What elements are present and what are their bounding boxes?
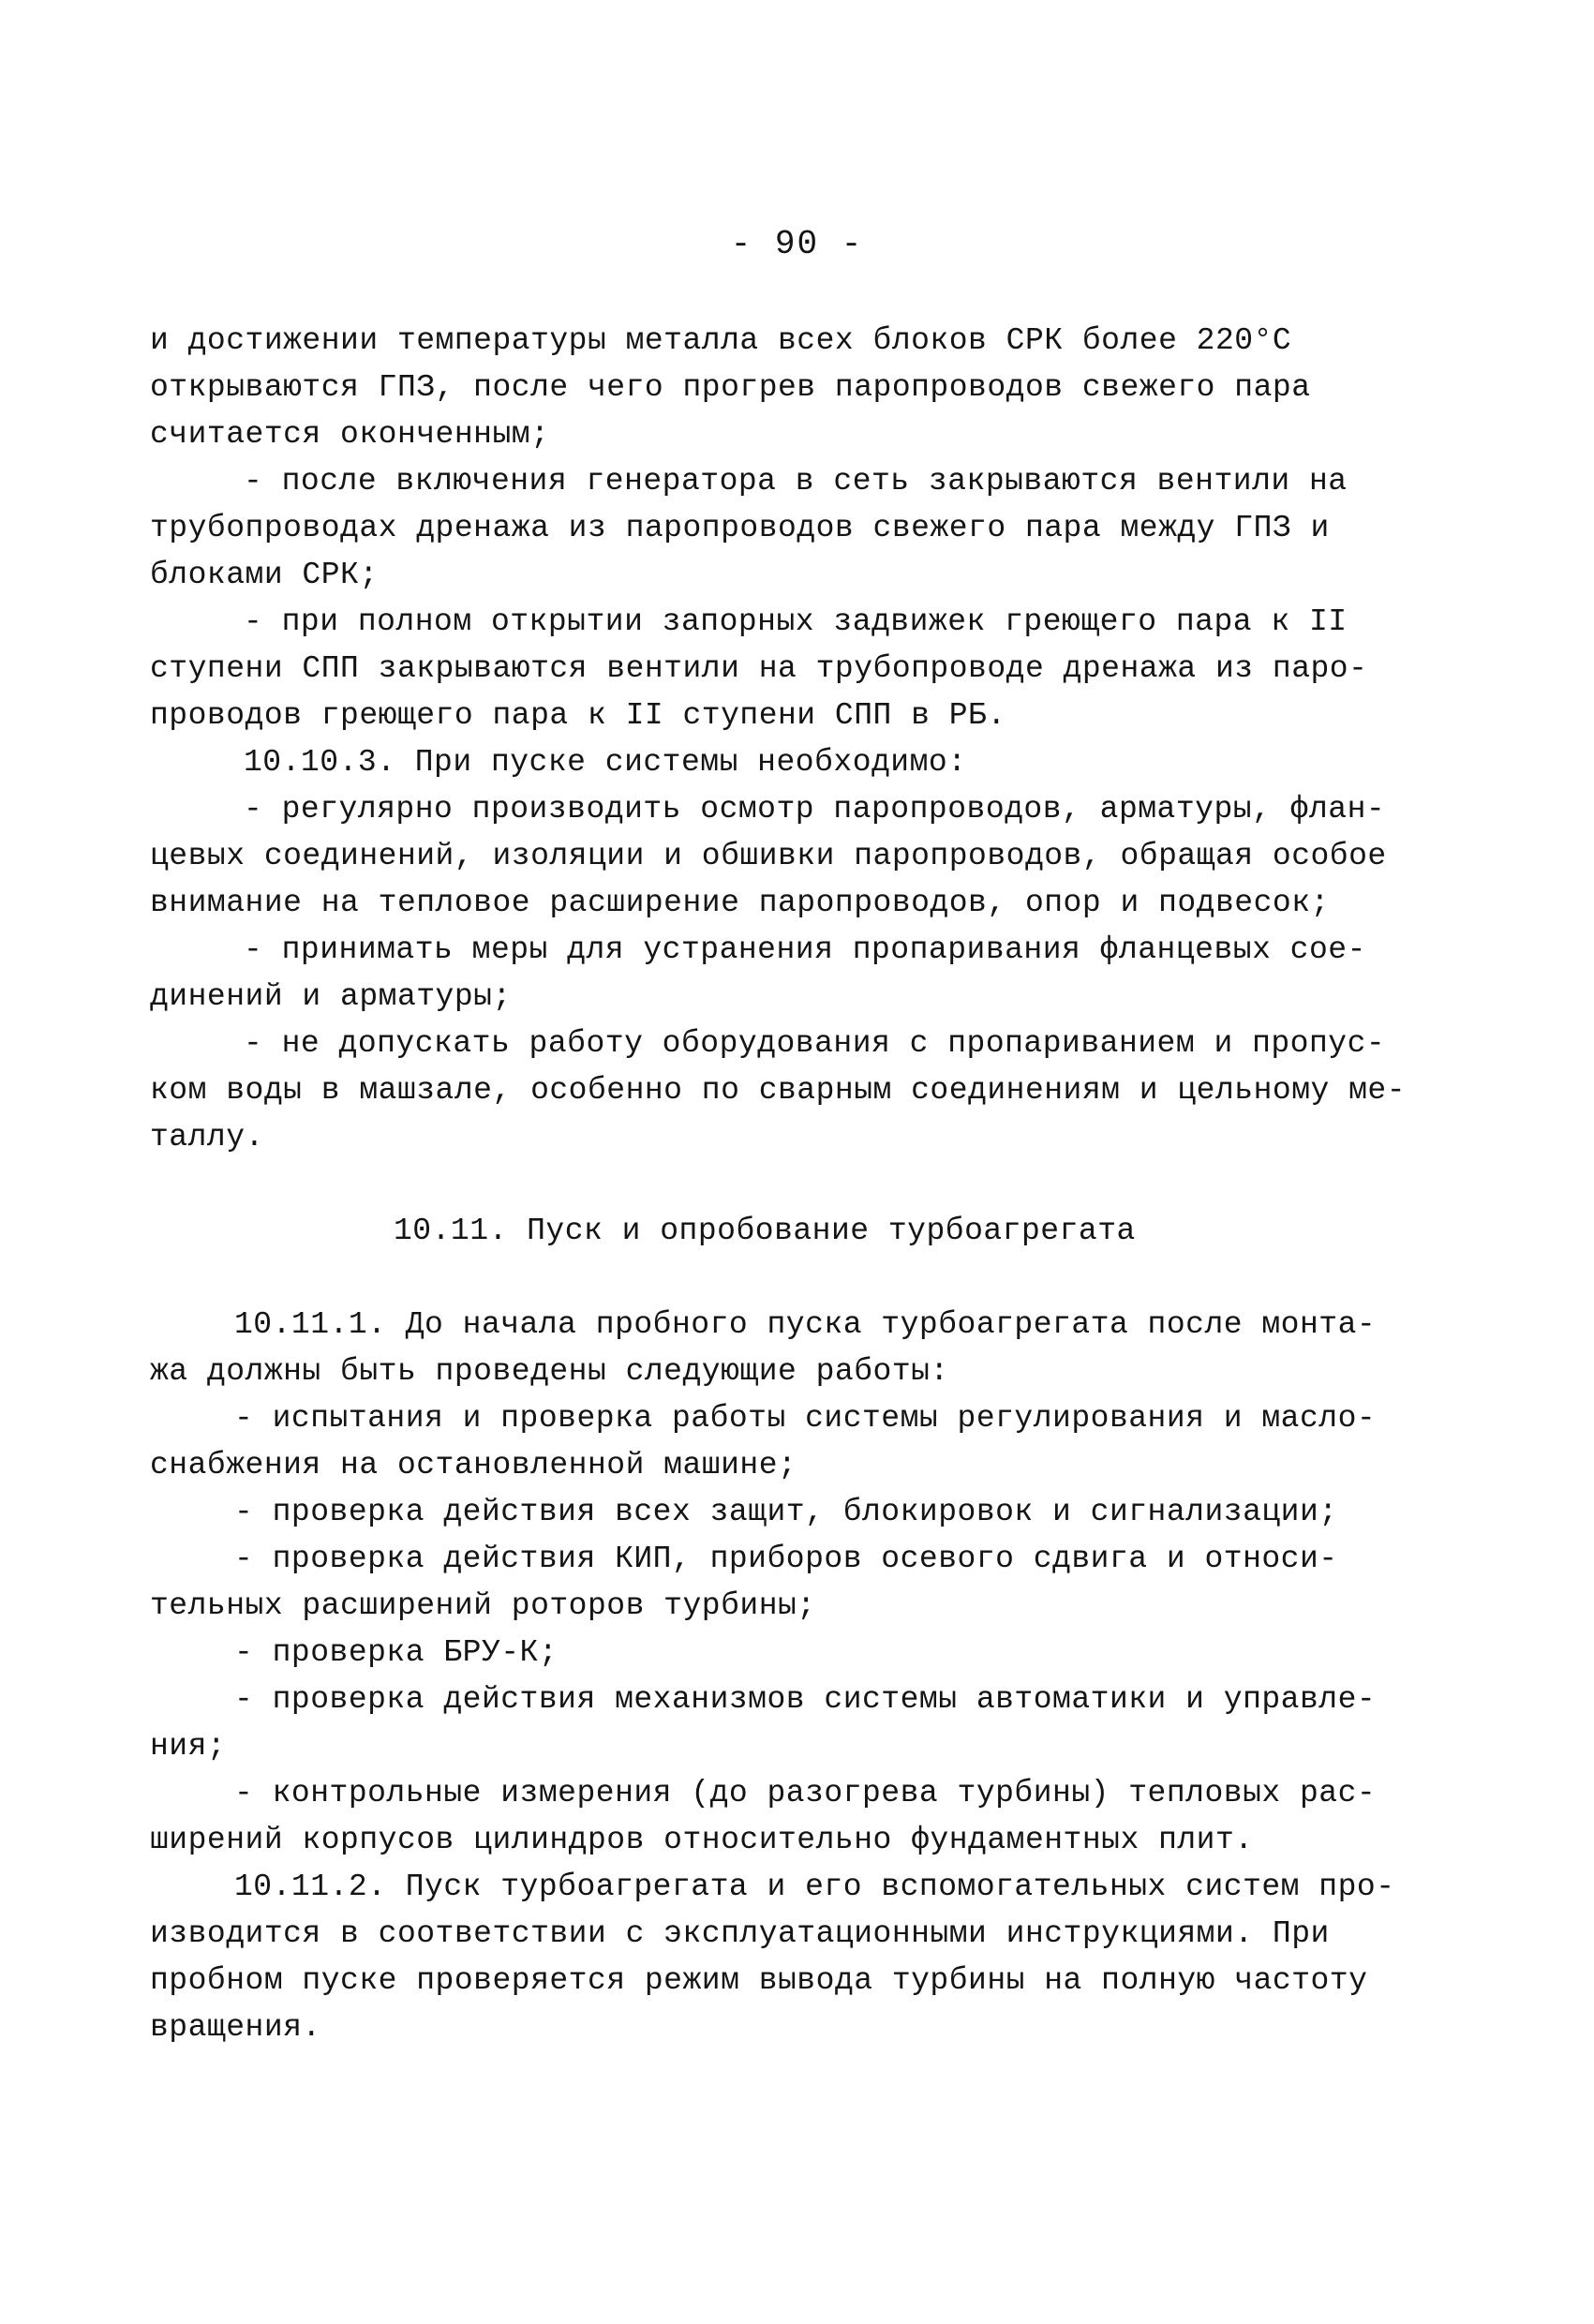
text-line: - принимать меры для устранения пропаривания фланцевых сое- (244, 932, 1366, 967)
text-line: - проверка действия всех защит, блокировок и сигнализации; (234, 1495, 1338, 1529)
text-line: - контрольные измерения (до разогрева турбины) тепловых рас- (234, 1776, 1377, 1810)
text-line: проводов греющего пара к II ступени СПП в РБ. (150, 698, 1006, 733)
text-line: цевых соединений, изоляции и обшивки паропроводов, обращая особое (150, 839, 1387, 873)
text-line: блоками СРК; (150, 558, 379, 592)
text-line: внимание на тепловое расширение паропроводов, опор и подвесок; (150, 886, 1330, 920)
text-line: - испытания и проверка работы системы регулирования и масло- (234, 1401, 1377, 1436)
text-line: тельных расширений роторов турбины; (150, 1588, 816, 1623)
text-line: и достижении температуры металла всех блоков СРК более 220°С (150, 323, 1292, 358)
text-line: - проверка действия механизмов системы автоматики и управле- (234, 1682, 1377, 1717)
section-heading-10-11-2: 10.11.2. Пуск турбоагрегата и его вспомогательных систем про- (234, 1870, 1395, 1904)
text-line: трубопроводах дренажа из паропроводов свежего пара между ГПЗ и (150, 511, 1330, 545)
text-line: таллу. (150, 1120, 264, 1155)
text-line: пробном пуске проверяется режим вывода турбины на полную частоту (150, 1963, 1368, 1998)
text-line: ком воды в машзале, особенно по сварным соединениям и цельному ме- (150, 1073, 1407, 1108)
text-line: - проверка действия КИП, приборов осевого сдвига и относи- (234, 1542, 1338, 1576)
page-number: - 90 - (730, 225, 864, 263)
text-line: снабжения на остановленной машине; (150, 1448, 797, 1482)
section-title-10-11: 10.11. Пуск и опробование турбоагрегата (394, 1214, 1136, 1248)
text-line: - проверка БРУ-К; (234, 1635, 559, 1670)
text-line: изводится в соответствии с эксплуатационными инструкциями. При (150, 1916, 1330, 1951)
text-line: - после включения генератора в сеть закрываются вентили на (244, 464, 1348, 499)
text-line: динений и арматуры; (150, 979, 512, 1014)
section-heading-10-10-3: 10.10.3. При пуске системы необходимо: (244, 745, 967, 780)
text-line: ширений корпусов цилиндров относительно фундаментных плит. (150, 1823, 1254, 1857)
text-line: ступени СПП закрываются вентили на трубопроводе дренажа из паро- (150, 651, 1368, 686)
text-line: открываются ГПЗ, после чего прогрев паропроводов свежего пара (150, 370, 1311, 405)
text-line: - при полном открытии запорных задвижек греющего пара к II (244, 604, 1348, 639)
text-line: вращения. (150, 2010, 321, 2045)
text-line: считается оконченным; (150, 417, 550, 452)
text-line: жа должны быть проведены следующие работы: (150, 1354, 949, 1389)
text-line: - не допускать работу оборудования с пропариванием и пропус- (244, 1026, 1386, 1061)
text-line: ния; (150, 1729, 227, 1764)
text-line: - регулярно производить осмотр паропроводов, арматуры, флан- (244, 792, 1386, 827)
section-heading-10-11-1: 10.11.1. До начала пробного пуска турбоагрегата после монта- (234, 1307, 1377, 1342)
